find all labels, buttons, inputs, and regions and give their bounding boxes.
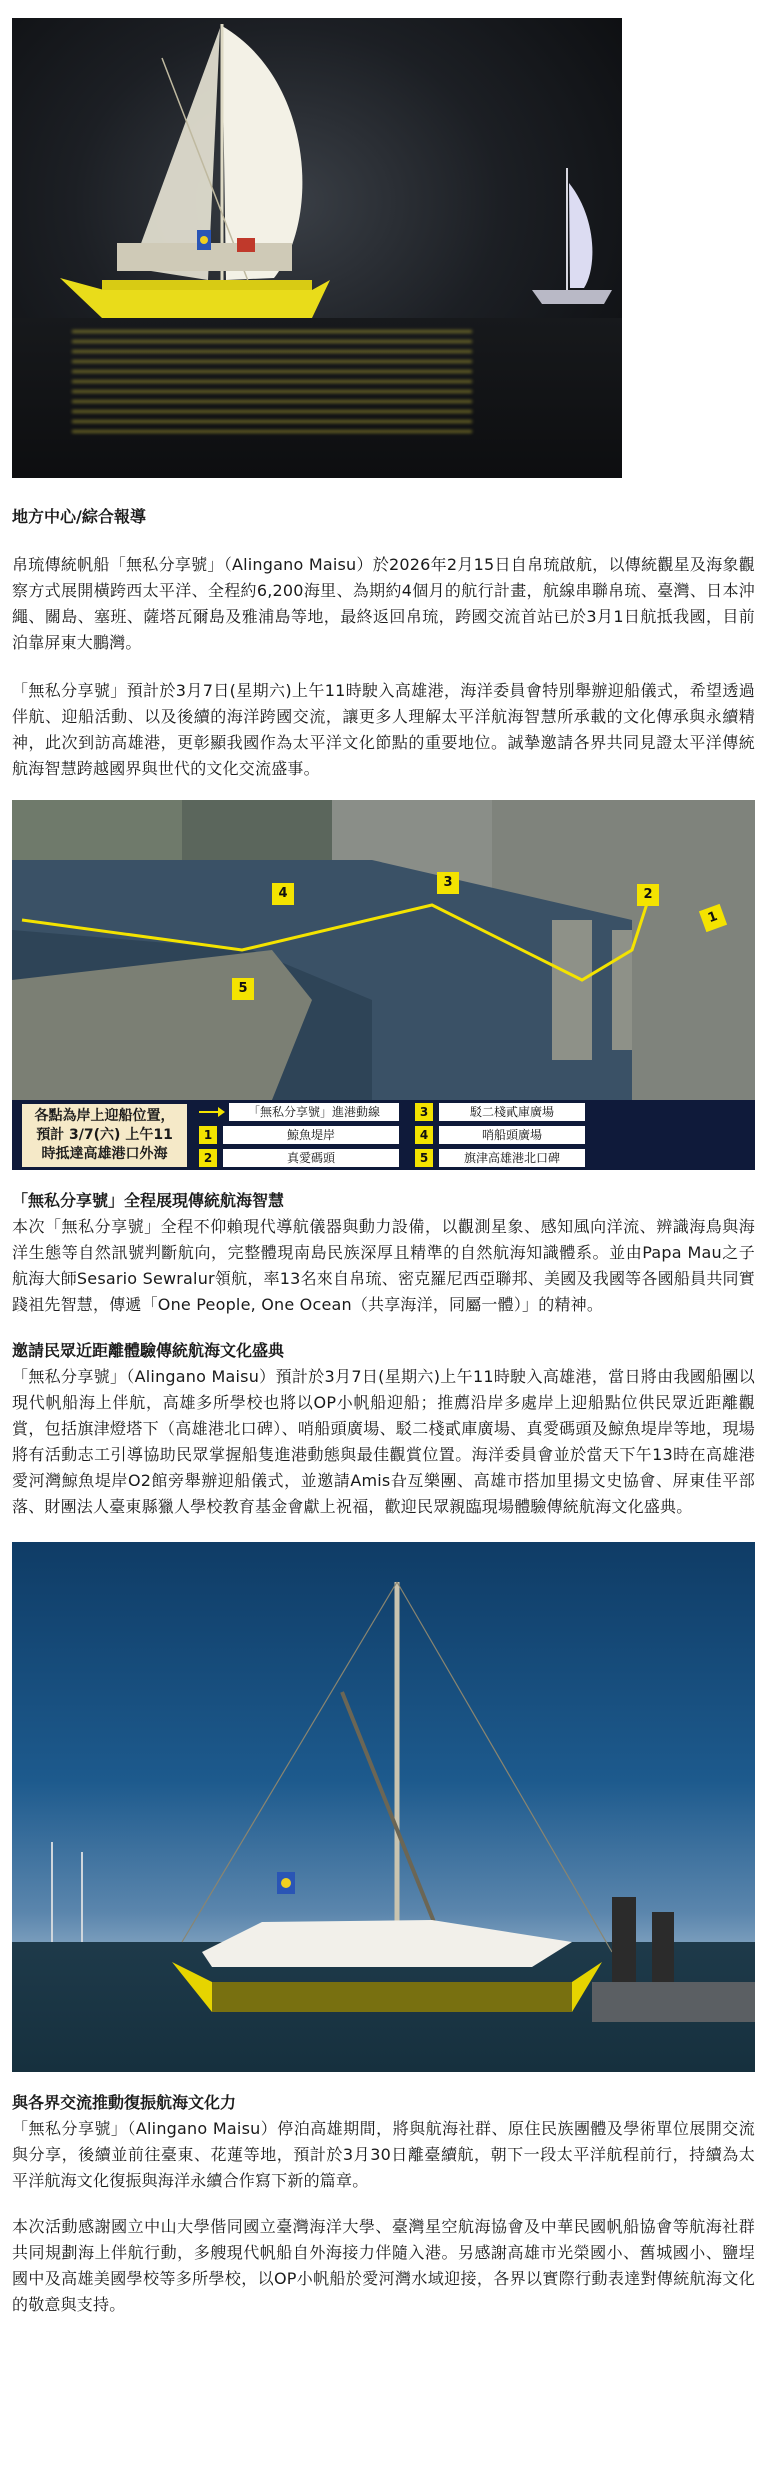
legend-item-route: [199, 1103, 399, 1121]
legend-number: 3: [415, 1103, 433, 1121]
section-body-1: 本次「無私分享號」全程不仰賴現代導航儀器與動力設備，以觀測星象、感知風向洋流、辨識海鳥與海洋生態等自然訊號判斷航向，完整體現南島民族深厚且精準的自然航海知識體系。並由Papa Mau之子航海大師Sesario Sewralur領航，率13名來自帛琉、密克羅尼西亞聯邦、美國及我國等各國船員共同實踐祖先智慧，傳遞「One People, One Ocean（共享海洋，同屬一體）」的精神。: [12, 1217, 755, 1314]
legend-item-3: [415, 1103, 585, 1121]
map-illustration: [12, 800, 755, 1100]
legend-label: 哨船頭廣場: [439, 1126, 585, 1144]
canoe-illustration: [12, 18, 622, 478]
moored-sailing-canoe-photo: [12, 1542, 755, 2072]
night-sailing-canoe-photo: [12, 18, 622, 478]
map-legend: [12, 1100, 755, 1170]
map-marker-2: 2: [637, 884, 659, 906]
legend-label: 旗津高雄港北口碑: [439, 1149, 585, 1167]
map-marker-1: 1: [699, 904, 727, 932]
section-title-1: 「無私分享號」全程展現傳統航海智慧: [12, 1191, 285, 1210]
legend-number: 2: [199, 1149, 217, 1167]
section-title-3: 與各界交流推動復振航海文化力: [12, 2093, 237, 2112]
legend-number: 5: [415, 1149, 433, 1167]
legend-label: 駁二棧貳庫廣場: [439, 1103, 585, 1121]
map-note: 各點為岸上迎船位置，預計 3/7(六) 上午11時抵達高雄港口外海: [22, 1104, 187, 1167]
route-arrow-icon: [199, 1111, 223, 1113]
byline: 地方中心/綜合報導: [12, 507, 146, 526]
legend-number: 1: [199, 1126, 217, 1144]
section-body-3b: 本次活動感謝國立中山大學偕同國立臺灣海洋大學、臺灣星空航海協會及中華民國帆船協會等航海社群共同規劃海上伴航行動，多艘現代帆船自外海接力伴隨入港。另感謝高雄市光榮國小、舊城國小、鹽埕國中及高雄美國學校等多所學校，以OP小帆船於愛河灣水域迎接，各界以實際行動表達對傳統航海文化的敬意與支持。: [12, 2217, 755, 2314]
legend-grid: [199, 1103, 585, 1167]
legend-label: 真愛碼頭: [223, 1149, 399, 1167]
section-title-2: 邀請民眾近距離體驗傳統航海文化盛典: [12, 1341, 285, 1360]
article: [12, 18, 755, 2318]
map-marker-4: 4: [272, 883, 294, 905]
paragraph-1: 帛琉傳統帆船「無私分享號」（Alingano Maisu）於2026年2月15日自帛琉啟航，以傳統觀星及海象觀察方式展開橫跨西太平洋、全程約6,200海里、為期約4個月的航行計畫，航線串聯帛琉、臺灣、日本沖繩、關島、塞班、薩塔瓦爾島及雅浦島等地，最終返回帛琉，跨國交流首站已於3月1日航抵我國，目前泊靠屏東大鵬灣。: [12, 555, 755, 652]
legend-item-1: [199, 1126, 399, 1144]
legend-number: 4: [415, 1126, 433, 1144]
kaohsiung-harbor-route-map: [12, 800, 755, 1170]
section-body-3: 「無私分享號」（Alingano Maisu）停泊高雄期間，將與航海社群、原住民族團體及學術單位展開交流與分享，後續並前往臺東、花蓮等地，預計於3月30日離臺續航，朝下一段太平洋航程前行，持續為太平洋航海文化復振與海洋永續合作寫下新的篇章。: [12, 2119, 755, 2190]
map-marker-3: 3: [437, 872, 459, 894]
legend-item-2: [199, 1149, 399, 1167]
section-body-2: 「無私分享號」（Alingano Maisu）預計於3月7日(星期六)上午11時駛入高雄港，當日將由我國船團以現代帆船海上伴航，高雄多所學校也將以OP小帆船迎船；推薦沿岸多處岸上迎船點位供民眾近距離觀賞，包括旗津燈塔下（高雄港北口碑）、哨船頭廣場、駁二棧貳庫廣場、真愛碼頭及鯨魚堤岸等地，現場將有活動志工引導協助民眾掌握船隻進港動態與最佳觀賞位置。海洋委員會並於當天下午13時在高雄港愛河灣鯨魚堤岸O2館旁舉辦迎船儀式，並邀請Amis旮亙樂團、高雄市搭加里揚文史協會、屏東佳平部落、財團法人臺東縣獵人學校教育基金會獻上祝福，歡迎民眾親臨現場體驗傳統航海文化盛典。: [12, 1367, 755, 1516]
legend-label: 「無私分享號」進港動線: [229, 1103, 399, 1121]
legend-item-4: [415, 1126, 585, 1144]
legend-label: 鯨魚堤岸: [223, 1126, 399, 1144]
map-marker-5: 5: [232, 978, 254, 1000]
paragraph-2: 「無私分享號」預計於3月7日(星期六)上午11時駛入高雄港，海洋委員會特別舉辦迎船儀式，希望透過伴航、迎船活動、以及後續的海洋跨國交流，讓更多人理解太平洋航海智慧所承載的文化傳承與永續精神，此次到訪高雄港，更彰顯我國作為太平洋文化節點的重要地位。誠摯邀請各界共同見證太平洋傳統航海智慧跨越國界與世代的文化交流盛事。: [12, 681, 755, 778]
legend-item-5: [415, 1149, 585, 1167]
moored-canoe-illustration: [12, 1542, 755, 2072]
